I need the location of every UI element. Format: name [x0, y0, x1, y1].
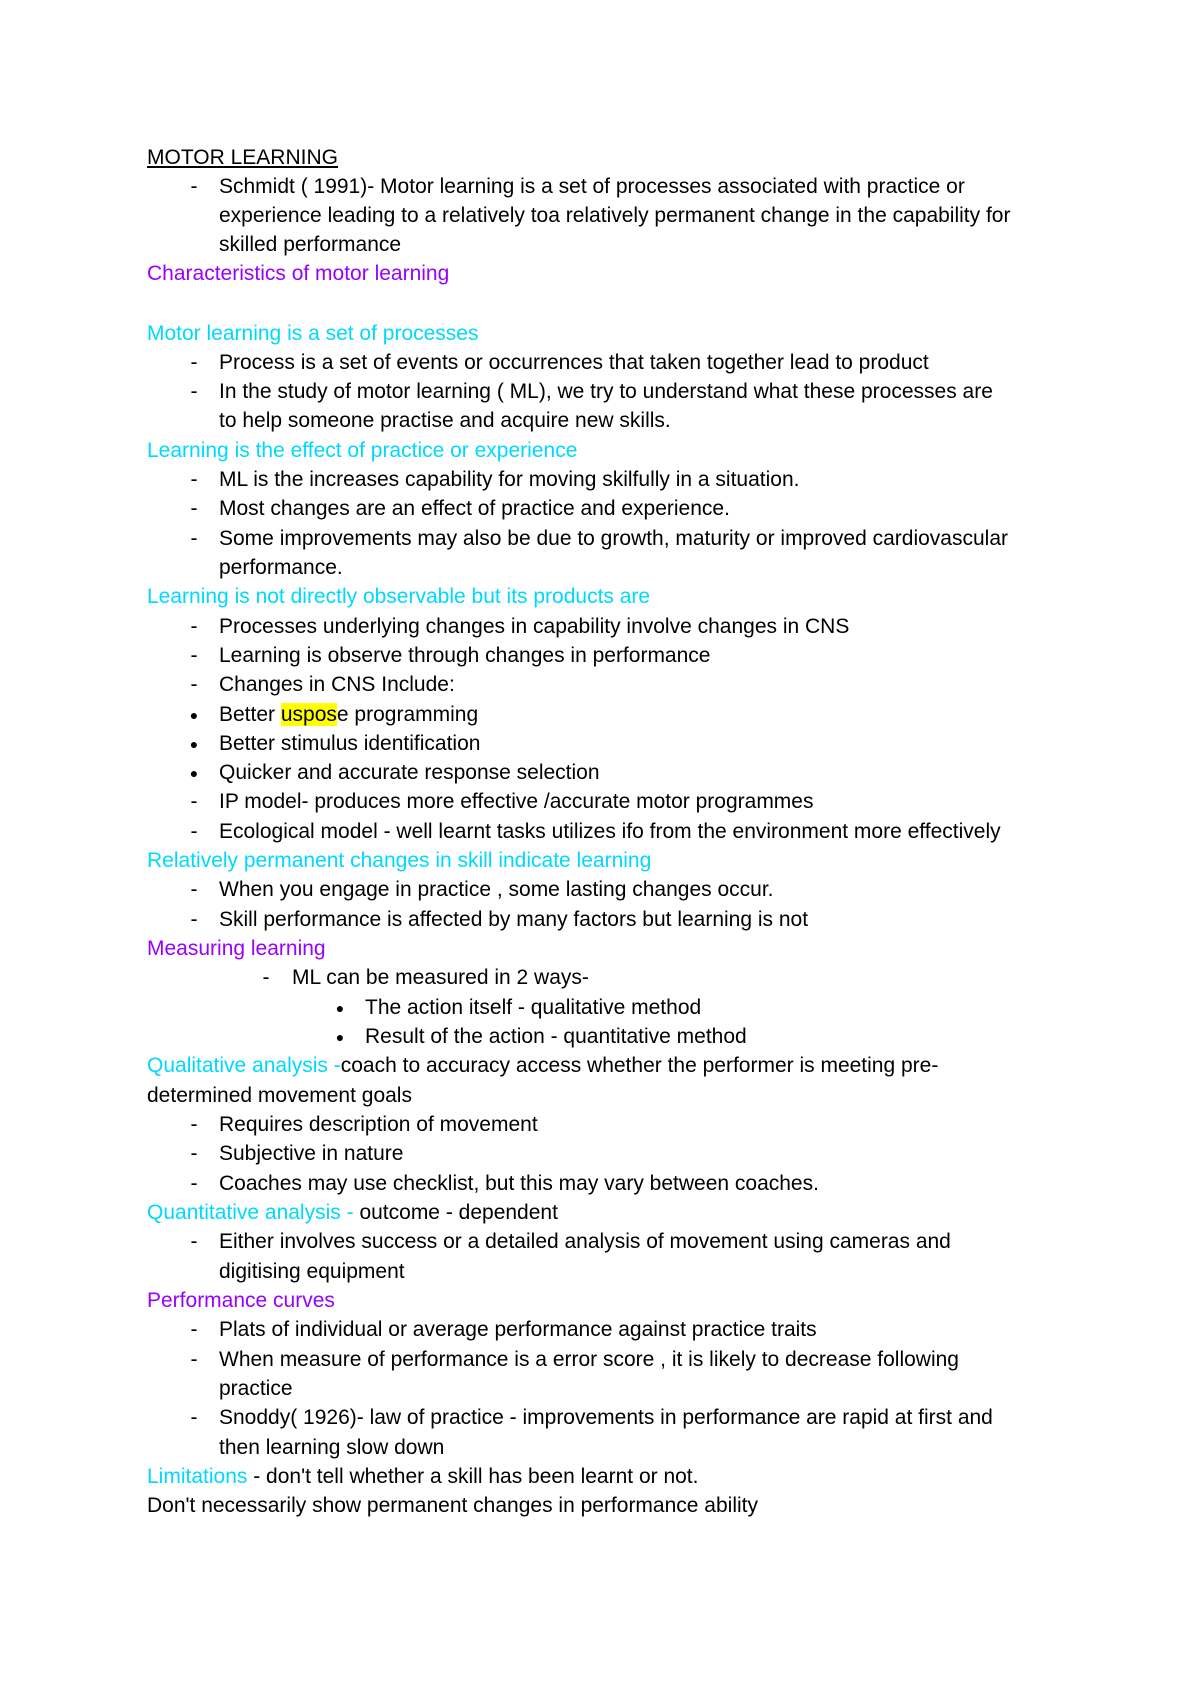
item-text: Ecological model - well learnt tasks utilizes ifo from the environment more effectively	[219, 820, 1001, 843]
inline-label: Limitations	[147, 1465, 248, 1488]
dash-marker: -	[190, 1172, 198, 1195]
dash-marker: -	[190, 1318, 198, 1341]
item-text: Result of the action - quantitative method	[365, 1025, 747, 1048]
item-text: When you engage in practice , some lasting changes occur.	[219, 878, 774, 901]
item-text: Process is a set of events or occurrences that taken together lead to product	[219, 351, 929, 374]
inline-label: Qualitative analysis -	[147, 1054, 341, 1077]
item-text: Better uspose programming	[219, 703, 479, 726]
item-text: Some improvements may also be due to growth, maturity or improved cardiovascular	[219, 527, 1008, 550]
item-text: Most changes are an effect of practice and experience.	[219, 497, 730, 520]
item-text: The action itself - qualitative method	[365, 996, 702, 1019]
dash-marker: -	[190, 1406, 198, 1429]
dash-marker: -	[190, 1230, 198, 1253]
section-heading: Relatively permanent changes in skill indicate learning	[147, 849, 652, 872]
section-heading: Performance curves	[147, 1289, 335, 1312]
section-heading: Learning is not directly observable but its products are	[147, 585, 651, 608]
bullet-marker: ●	[335, 1029, 345, 1045]
highlighted-text: uspos	[280, 703, 337, 726]
dash-marker: -	[190, 1113, 198, 1136]
item-text: When measure of performance is a error score , it is likely to decrease following	[219, 1348, 959, 1371]
item-text: Plats of individual or average performance against practice traits	[219, 1318, 817, 1341]
bullet-marker: ●	[189, 736, 199, 752]
item-text: Quicker and accurate response selection	[219, 761, 600, 784]
dash-marker: -	[190, 1348, 198, 1371]
dash-marker: -	[190, 644, 198, 667]
section-heading: Characteristics of motor learning	[147, 262, 450, 285]
section-heading: Motor learning is a set of processes	[147, 322, 479, 345]
paragraph: Limitations - don't tell whether a skill has been learnt or not.	[147, 1465, 699, 1488]
bullet-marker: ●	[335, 1000, 345, 1016]
item-text-continued: then learning slow down	[219, 1436, 445, 1459]
item-text-continued: practice	[219, 1377, 293, 1400]
item-text-continued: digitising equipment	[219, 1260, 405, 1283]
paragraph: Qualitative analysis -coach to accuracy access whether the performer is meeting pre-	[147, 1054, 939, 1077]
page-title: MOTOR LEARNING	[147, 146, 338, 169]
item-text: Processes underlying changes in capability involve changes in CNS	[219, 615, 850, 638]
section-heading: Learning is the effect of practice or experience	[147, 439, 578, 462]
item-text: ML can be measured in 2 ways-	[292, 966, 589, 989]
dash-marker: -	[190, 497, 198, 520]
dash-marker: -	[190, 790, 198, 813]
item-text-continued: performance.	[219, 556, 343, 579]
dash-marker: -	[190, 380, 198, 403]
item-text: Either involves success or a detailed analysis of movement using cameras and	[219, 1230, 951, 1253]
bullet-marker: ●	[189, 707, 199, 723]
item-text: Subjective in nature	[219, 1142, 404, 1165]
item-text: Schmidt ( 1991)- Motor learning is a set of processes associated with practice or	[219, 175, 965, 198]
inline-label: Quantitative analysis -	[147, 1201, 354, 1224]
item-text-continued: experience leading to a relatively toa relatively permanent change in the capability for	[219, 204, 1011, 227]
item-text: Requires description of movement	[219, 1113, 538, 1136]
item-text: Better stimulus identification	[219, 732, 481, 755]
dash-marker: -	[190, 615, 198, 638]
dash-marker: -	[190, 468, 198, 491]
dash-marker: -	[262, 966, 270, 989]
dash-marker: -	[190, 175, 198, 198]
dash-marker: -	[190, 1142, 198, 1165]
item-text: Changes in CNS Include:	[219, 673, 455, 696]
item-text: IP model- produces more effective /accurate motor programmes	[219, 790, 814, 813]
item-text: ML is the increases capability for moving skilfully in a situation.	[219, 468, 800, 491]
dash-marker: -	[190, 527, 198, 550]
dash-marker: -	[190, 820, 198, 843]
section-heading: Measuring learning	[147, 937, 326, 960]
dash-marker: -	[190, 878, 198, 901]
item-text: Skill performance is affected by many factors but learning is not	[219, 908, 809, 931]
dash-marker: -	[190, 673, 198, 696]
item-text: Coaches may use checklist, but this may vary between coaches.	[219, 1172, 819, 1195]
dash-marker: -	[190, 908, 198, 931]
dash-marker: -	[190, 351, 198, 374]
item-text: Learning is observe through changes in performance	[219, 644, 711, 667]
paragraph-continued: Don't necessarily show permanent changes in performance ability	[147, 1494, 758, 1517]
paragraph-continued: determined movement goals	[147, 1084, 412, 1107]
item-text-continued: to help someone practise and acquire new skills.	[219, 409, 671, 432]
item-text-continued: skilled performance	[219, 233, 402, 256]
item-text: In the study of motor learning ( ML), we try to understand what these processes are	[219, 380, 993, 403]
paragraph: Quantitative analysis - outcome - dependent	[147, 1201, 558, 1224]
bullet-marker: ●	[189, 765, 199, 781]
item-text: Snoddy( 1926)- law of practice - improvements in performance are rapid at first and	[219, 1406, 993, 1429]
